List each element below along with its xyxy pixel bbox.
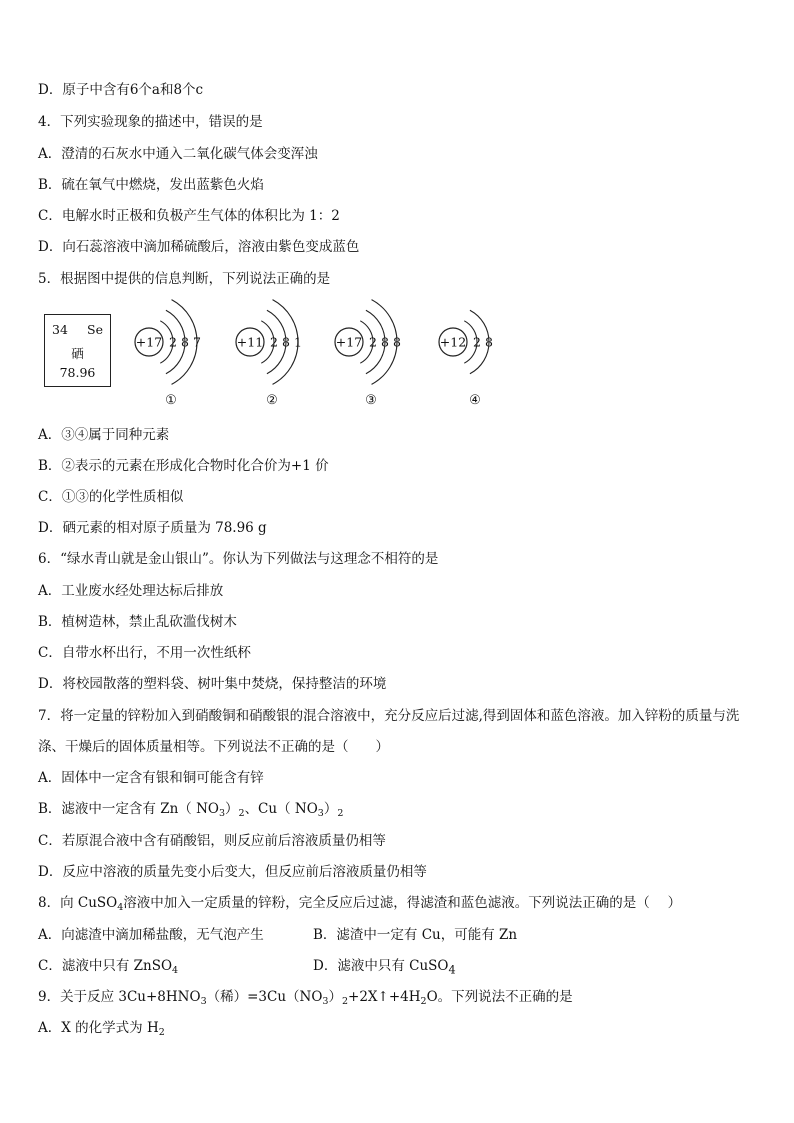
q8-option-c: C．滤液中只有 ZnSO$_4$: [38, 958, 179, 976]
electron-count: 1: [294, 334, 302, 350]
q7-option-c: C．若原混合液中含有硝酸铝，则反应前后溶液质量仍相等: [38, 833, 386, 849]
nucleus-charge: +17: [335, 334, 363, 350]
atomic-number: 34: [52, 322, 68, 337]
electron-count: 2: [169, 334, 177, 350]
electron-count: 8: [282, 334, 290, 350]
electron-count: 2: [473, 334, 481, 350]
electron-count: 8: [181, 334, 189, 350]
q7-option-a: A．固体中一定含有银和铜可能含有锌: [38, 770, 264, 786]
electron-count: 8: [393, 334, 401, 350]
atom-diagram: [236, 300, 302, 408]
q5-option-d: D．硒元素的相对原子质量为 78.96 g: [38, 520, 267, 536]
diagram-label: ②: [266, 393, 278, 408]
q4-option-b: B．硫在氧气中燃烧，发出蓝紫色火焰: [38, 177, 264, 193]
question-5: 5．根据图中提供的信息判断，下列说法正确的是: [38, 271, 331, 287]
electron-count: 7: [193, 334, 201, 350]
q4-option-a: A．澄清的石灰水中通入二氧化碳气体会变浑浊: [38, 146, 318, 162]
q5-option-c: C．①③的化学性质相似: [38, 489, 184, 505]
electron-count: 2: [270, 334, 278, 350]
question-7-line2: 涤、干燥后的固体质量相等。下列说法不正确的是（ ）: [38, 739, 389, 755]
atom-diagram: [439, 310, 493, 408]
atom-diagram: [135, 300, 201, 408]
atom-structure-diagrams: [0, 290, 794, 415]
question-9: 9．关于反应 $3Cu+8HNO_3$（稀）$=3Cu(NO_3)_2+2X↑+4H_2O$。下列说法不正确的是: [38, 989, 573, 1007]
element-symbol: Se: [87, 322, 103, 337]
option-d-q3: D．原子中含有6个a和8个c: [38, 82, 204, 98]
q6-option-c: C．自带水杯出行，不用一次性纸杯: [38, 645, 251, 661]
q8-option-d: D．滤液中只有 CuSO$_4$: [313, 958, 456, 977]
question-7-line1: 7．将一定量的锌粉加入到硝酸铜和硝酸银的混合溶液中，充分反应后过滤,得到固体和蓝色溶液。加入锌粉的质量与洗: [38, 708, 740, 724]
question-4: 4．下列实验现象的描述中，错误的是: [38, 114, 263, 130]
electron-count: 8: [485, 334, 493, 350]
q4-option-c: C．电解水时正极和负极产生气体的体积比为 1：2: [38, 208, 340, 224]
electron-count: 8: [381, 334, 389, 350]
electron-count: 2: [369, 334, 377, 350]
q4-option-d: D．向石蕊溶液中滴加稀硫酸后，溶液由紫色变成蓝色: [38, 239, 360, 255]
q8-option-b: B．滤渣中一定有 Cu，可能有 Zn: [313, 927, 518, 943]
question-6: 6．“绿水青山就是金山银山”。你认为下列做法与这理念不相符的是: [38, 551, 439, 567]
q6-option-b: B．植树造林，禁止乱砍滥伐树木: [38, 614, 237, 630]
q6-option-a: A．工业废水经处理达标后排放: [38, 583, 224, 599]
nucleus-charge: +12: [439, 334, 467, 350]
q6-option-d: D．将校园散落的塑料袋、树叶集中焚烧，保持整洁的环境: [38, 676, 387, 692]
diagram-label: ④: [469, 393, 481, 408]
element-name: 硒: [71, 346, 84, 361]
q7-option-d: D．反应中溶液的质量先变小后变大，但反应前后溶液质量仍相等: [38, 864, 427, 880]
nucleus-charge: +11: [236, 334, 264, 350]
diagram-label: ③: [365, 393, 377, 408]
q9-option-a: A．X 的化学式为 $H_2$: [38, 1020, 165, 1038]
q7-option-b: B．滤液中一定含有 Zn（ $NO_3)_2$、Cu（ $NO_3)_2$: [38, 801, 344, 819]
diagram-label: ①: [165, 393, 177, 408]
nucleus-charge: +17: [135, 334, 163, 350]
question-8: 8．向 CuSO$_4$溶液中加入一定质量的锌粉，完全反应后过滤，得滤渣和蓝色滤液。下列说法正确的是（ ）: [38, 895, 682, 913]
q8-option-a: A．向滤渣中滴加稀盐酸，无气泡产生: [38, 927, 264, 943]
q5-option-b: B．②表示的元素在形成化合物时化合价为+1 价: [38, 458, 329, 474]
atom-diagram: [335, 300, 401, 408]
atomic-mass: 78.96: [59, 365, 96, 380]
q5-option-a: A．③④属于同种元素: [38, 427, 170, 443]
